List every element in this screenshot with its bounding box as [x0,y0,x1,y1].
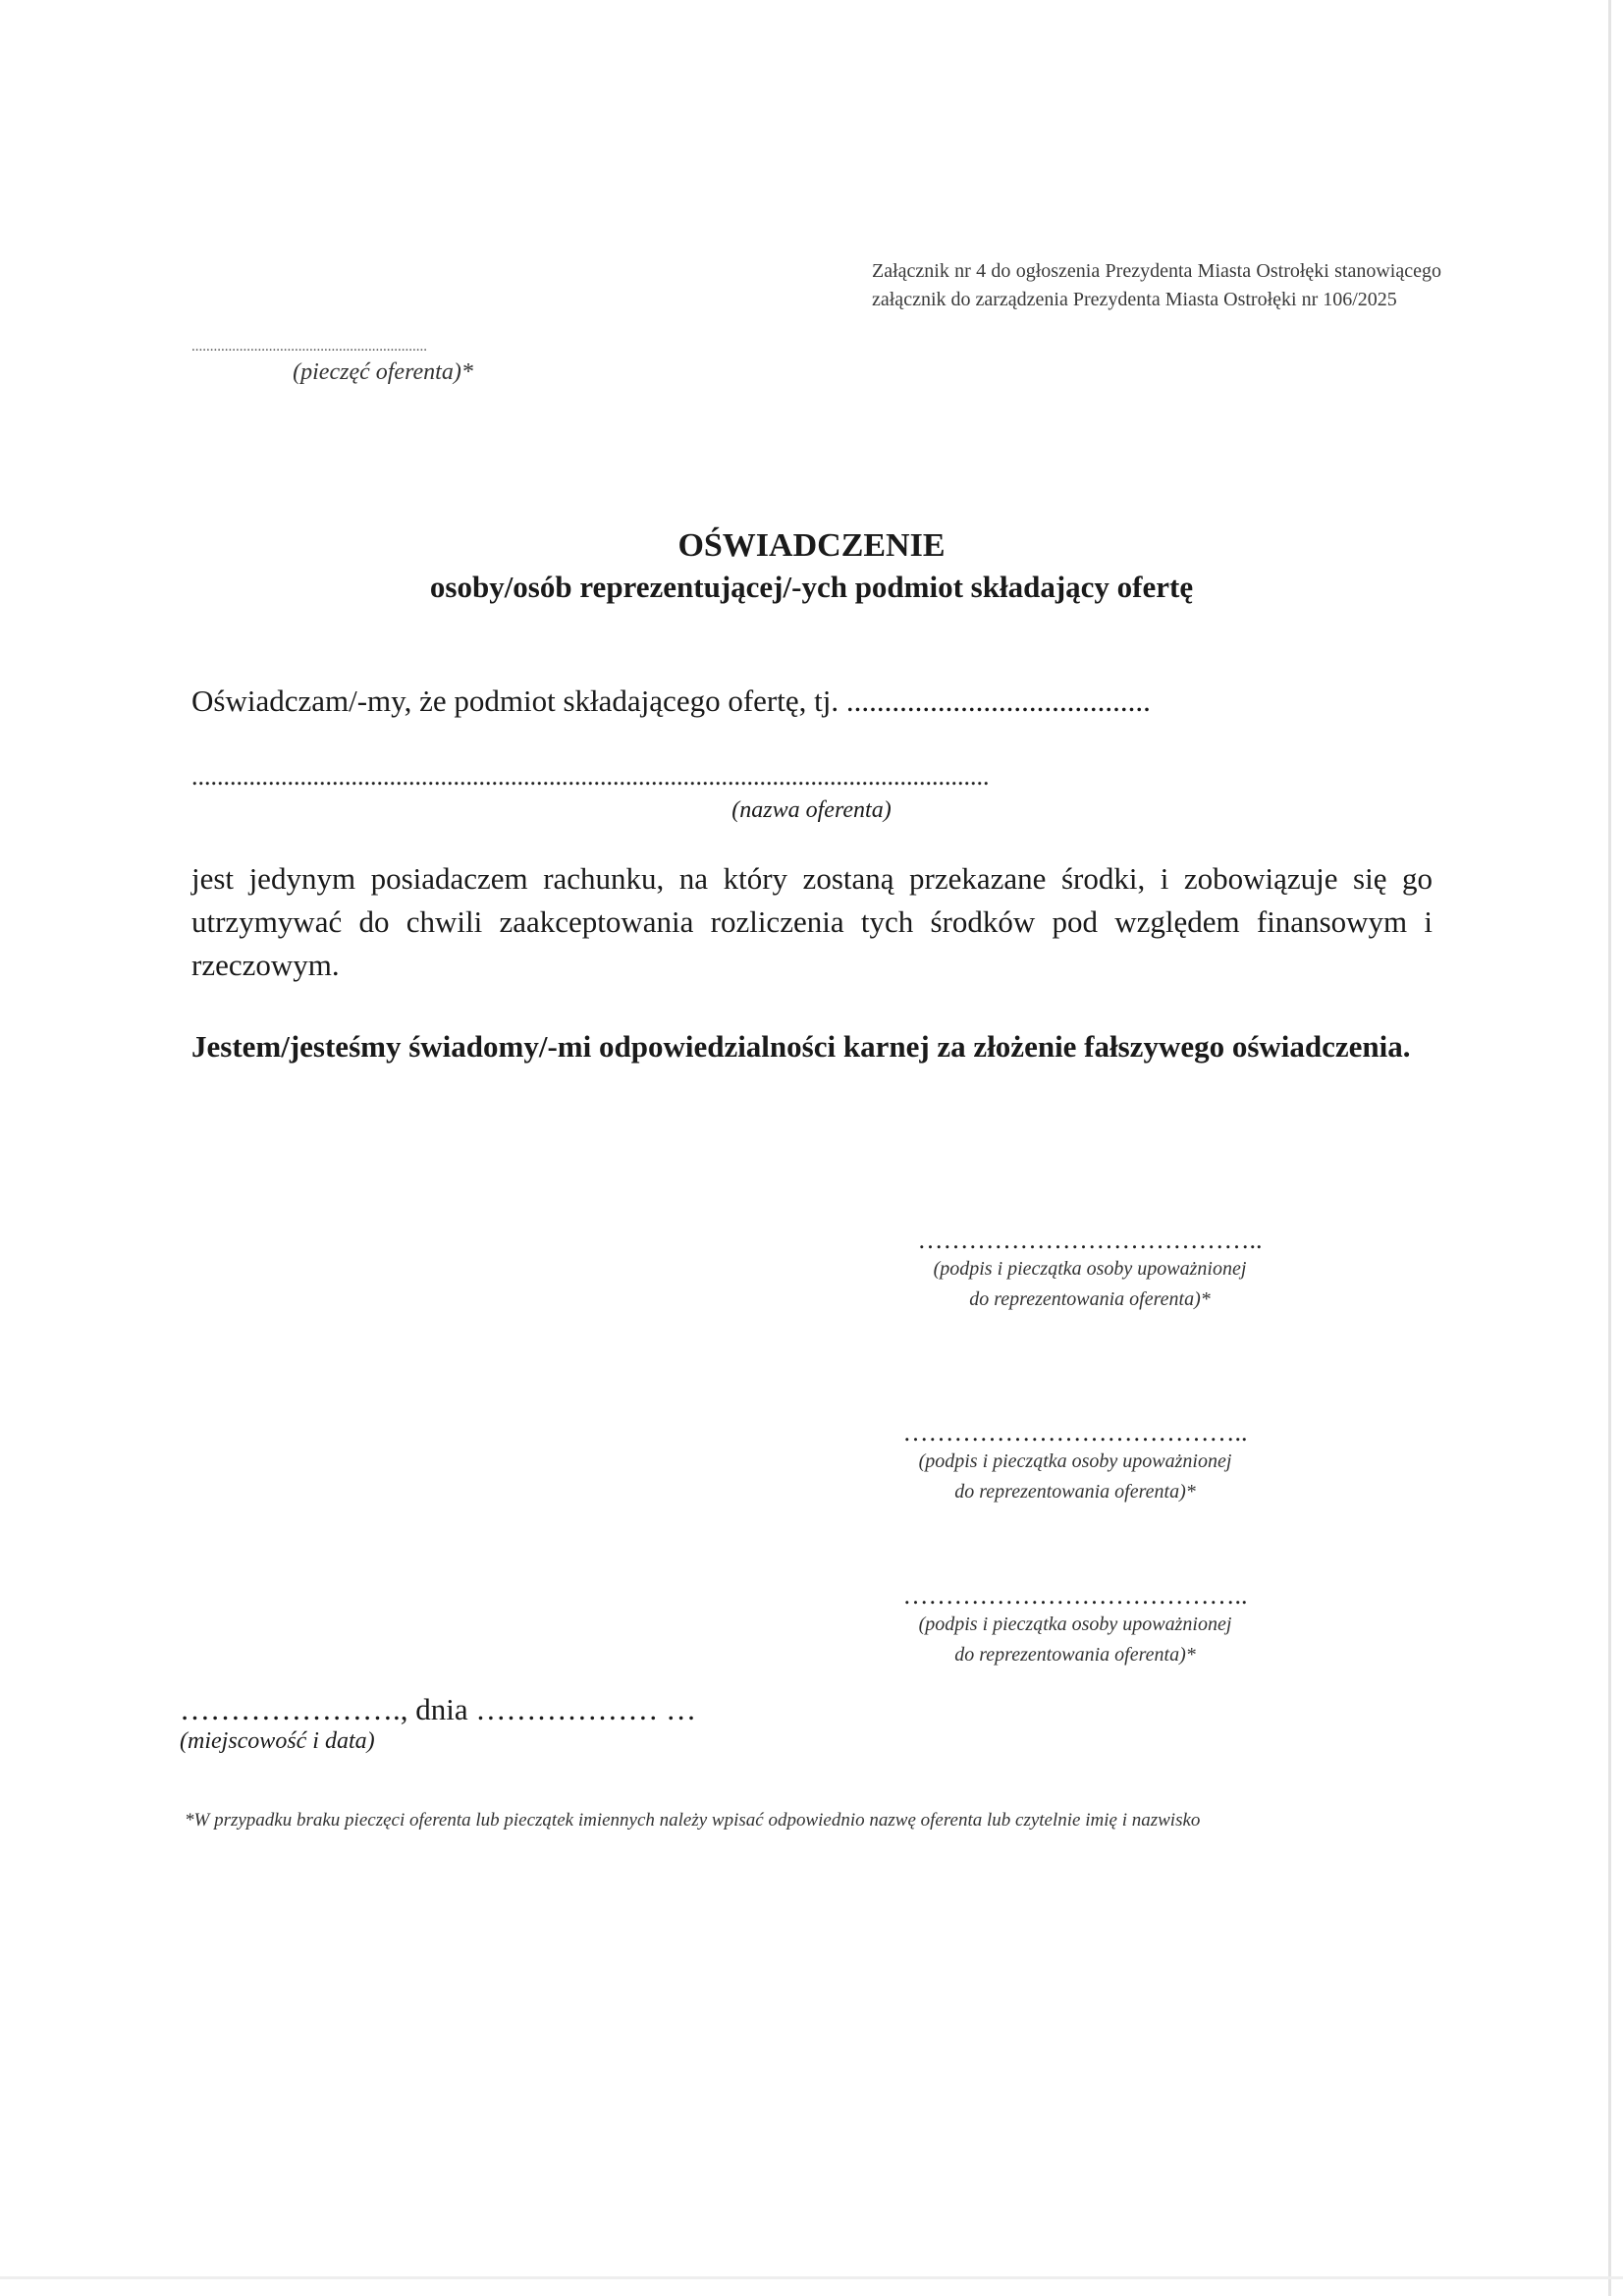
signature-line-1: ………………………………….. [917,1226,1263,1254]
scan-edge-right [1608,0,1611,2296]
signature-caption-3-line-1: (podpis i pieczątka osoby upoważnionej [918,1613,1232,1635]
declaration-paragraph: jest jedynym posiadaczem rachunku, na który zostaną przekazane środki, i zobowiązuje się go utrzymywać do chwili zaakceptowania rozliczenia tych środków pod względem finansowym i rzeczowym. [191,861,1433,982]
place-date-caption: (miejscowość i data) [180,1728,375,1754]
signature-caption-1 [844,1254,1335,1315]
place-date-line: …………………., dnia ……………… … [180,1692,697,1726]
liability-statement: Jestem/jesteśmy świadomy/-mi odpowiedzialności karnej za złożenie fałszywego oświadczenia. [191,1029,1411,1064]
signature-caption-1-line-1: (podpis i pieczątka osoby upoważnionej [933,1258,1247,1280]
scan-edge-bottom [0,2276,1623,2279]
document-subtitle: osoby/osób reprezentującej/-ych podmiot składający ofertę [429,570,1194,604]
offeror-name-caption: (nazwa oferenta) [731,797,892,823]
stamp-dotted-line: ................................................................ [191,339,427,355]
offeror-name-line: ............................................................................................................................. [191,762,990,791]
signature-caption-2 [830,1447,1321,1507]
signature-line-3: ………………………………….. [902,1581,1248,1610]
document-title: OŚWIADCZENIE [677,527,946,564]
footnote: *W przypadku braku pieczęci oferenta lub pieczątek imiennych należy wpisać odpowiednio nazwę oferenta lub czytelnie imię i nazwisko [185,1810,1201,1831]
stamp-caption: (pieczęć oferenta)* [293,359,473,385]
signature-caption-2-line-1: (podpis i pieczątka osoby upoważnionej [918,1450,1232,1472]
annex-note: Załącznik nr 4 do ogłoszenia Prezydenta Miasta Ostrołęki stanowiącego załącznik do zarządzenia Prezydenta Miasta Ostrołęki nr 106/2025 [872,260,1441,310]
signature-caption-1-line-2: do reprezentowania oferenta)* [969,1288,1211,1310]
declaration-intro: Oświadczam/-my, że podmiot składającego ofertę, tj. ........................................ [191,683,1151,718]
signature-caption-2-line-2: do reprezentowania oferenta)* [954,1481,1196,1503]
signature-line-2: ………………………………….. [902,1418,1248,1447]
signature-caption-3-line-2: do reprezentowania oferenta)* [954,1644,1196,1666]
signature-caption-3 [830,1610,1321,1670]
